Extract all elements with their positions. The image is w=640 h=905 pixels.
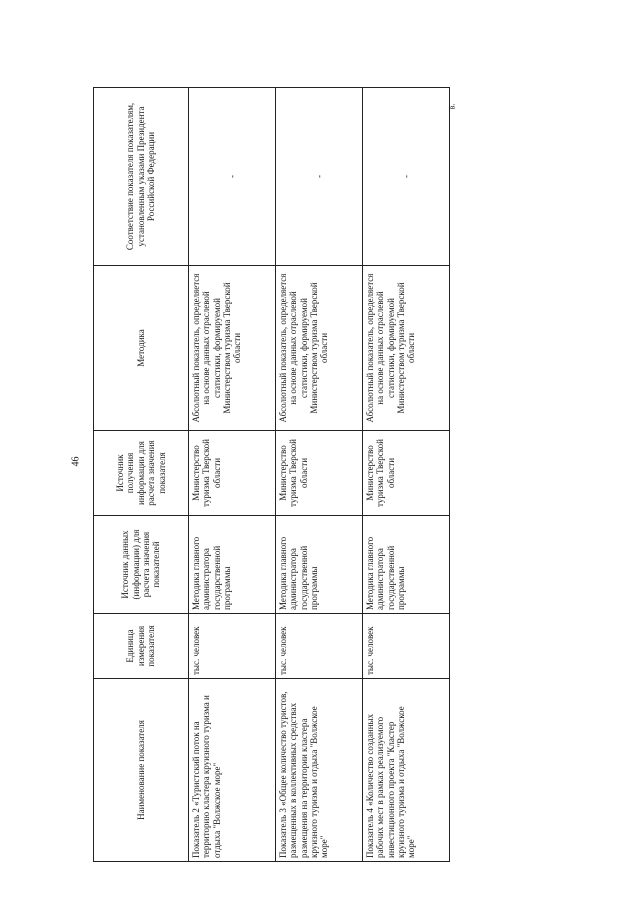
table-row bbox=[363, 88, 450, 862]
cell-source: Методика главного администратора государственной программы bbox=[363, 516, 450, 614]
cell-origin: Министерство туризма Тверской области bbox=[363, 431, 450, 516]
table-header-row bbox=[94, 88, 189, 862]
cell-name: Показатель 2 «Туристский поток на территорию кластера круизного туризма и отдыха "Волжское море" bbox=[189, 679, 276, 862]
cell-compliance: - bbox=[276, 88, 363, 266]
indicator-table bbox=[93, 87, 450, 862]
cell-compliance: - bbox=[363, 88, 450, 266]
cell-origin: Министерство туризма Тверской области bbox=[276, 431, 363, 516]
header-origin: Источник получения информации для расчета значения показателя bbox=[94, 431, 189, 516]
page-number: 46 bbox=[70, 456, 82, 467]
cell-unit: тыс. человек bbox=[189, 614, 276, 679]
header-source: Источник данных (информации) для расчета значения показателей bbox=[94, 516, 189, 614]
cell-source: Методика главного администратора государственной программы bbox=[276, 516, 363, 614]
cell-method: Абсолютный показатель, определяется на основе данных отраслевой статистики, формируемой Министерством туризма Тверской области bbox=[363, 266, 450, 431]
header-unit: Единица измерения показателя bbox=[94, 614, 189, 679]
header-method: Методика bbox=[94, 266, 189, 431]
cell-method: Абсолютный показатель, определяется на основе данных отраслевой статистики, формируемой Министерством туризма Тверской области bbox=[189, 266, 276, 431]
cell-compliance: - bbox=[189, 88, 276, 266]
cell-unit: тыс. человек bbox=[363, 614, 450, 679]
table-row bbox=[189, 88, 276, 862]
rotated-table-frame bbox=[93, 88, 449, 862]
cell-name: Показатель 4 «Количество созданных рабочих мест в рамках реализуемого инвестиционного проекта "Кластер круизного туризма и отдыха "Волжское море" bbox=[363, 679, 450, 862]
indicator-table-container bbox=[93, 88, 449, 862]
cell-source: Методика главного администратора государственной программы bbox=[189, 516, 276, 614]
header-name: Наименование показателя bbox=[94, 679, 189, 862]
cell-unit: тыс. человек bbox=[276, 614, 363, 679]
cell-origin: Министерство туризма Тверской области bbox=[189, 431, 276, 516]
cell-method: Абсолютный показатель, определяется на основе данных отраслевой статистики, формируемой Министерством туризма Тверской области bbox=[276, 266, 363, 431]
corner-mark: в. bbox=[447, 103, 457, 110]
header-compliance: Соответствие показателя показателям, установленным указами Президента Российской Федерации bbox=[94, 88, 189, 266]
table-row bbox=[276, 88, 363, 862]
cell-name: Показатель 3 «Общее количество туристов, размещенных в коллективных средствах размещения на территории кластера круизного туризма и отдыха "Волжское море" bbox=[276, 679, 363, 862]
